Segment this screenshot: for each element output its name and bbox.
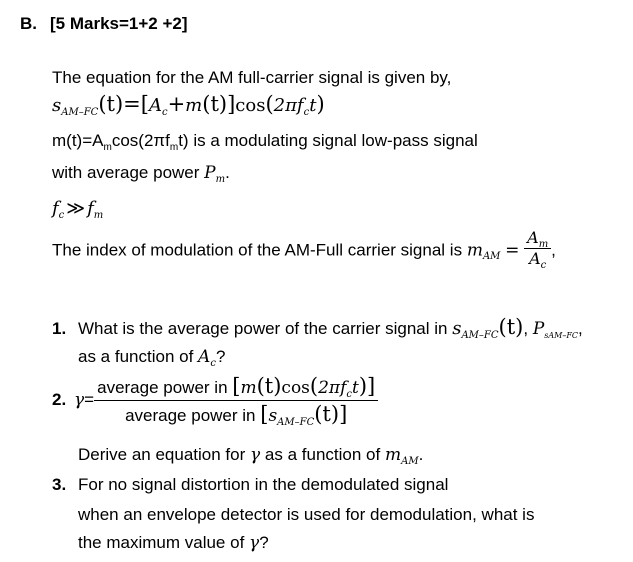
question-1-line-1 (52, 315, 583, 339)
q2-derive-text-b: as a function of (264, 445, 381, 464)
question-3-line-1 (52, 475, 448, 495)
question-3-text-1: For no signal distortion in the demodulated signal (78, 475, 449, 494)
eq-close-bracket: ] (227, 92, 236, 116)
q2-den-lbr: [ (260, 401, 269, 426)
q2-derive-m: m (384, 445, 402, 465)
q2-num-m: m (240, 378, 257, 398)
eq-t-var: t (309, 95, 317, 116)
avg-power-P: P (204, 163, 216, 183)
question-1-text-b: as a function of (78, 347, 194, 366)
index-comma: , (551, 240, 556, 260)
index-num (524, 229, 551, 249)
q2-gamma: γ (74, 390, 85, 411)
index-line (52, 228, 556, 272)
gg-symbol: ≫ (66, 198, 86, 219)
section-label: B. (20, 14, 37, 33)
question-2-derive (78, 445, 423, 465)
q2-num-lbr: [ (232, 374, 241, 398)
eq-A: A (148, 95, 162, 116)
avg-power-line (52, 163, 230, 183)
index-den-sub: c (540, 260, 547, 272)
index-sub-am: AM (482, 251, 501, 263)
marks-label: [5 Marks=1+2 +2] (50, 14, 188, 33)
eq-s: s (52, 95, 62, 116)
section-heading (20, 14, 188, 34)
index-text: The index of modulation of the AM-Full carrier signal is (52, 240, 463, 260)
index-den-A: A (529, 249, 541, 269)
q2-num-cos: cos (281, 378, 310, 398)
q2-num-2pif: 2πf (318, 378, 347, 398)
index-eq: = (505, 240, 520, 261)
avg-power-period: . (225, 163, 230, 182)
eq-cos: cos (235, 95, 266, 116)
fc-f: f (52, 198, 59, 219)
fc-sub-c: c (58, 210, 65, 221)
question-1-text-a: What is the average power of the carrier signal in (78, 319, 448, 338)
question-3-line-3 (78, 533, 269, 553)
q1-sub-amfc: AM–FC (461, 330, 499, 341)
q2-den-s: s (268, 405, 278, 426)
q1-P-sub: sAM–FC (544, 331, 579, 340)
question-2-number: 2. (52, 390, 67, 410)
eq-sub-amfc: AM–FC (61, 107, 99, 118)
q2-den (94, 401, 378, 427)
q2-derive-gamma: γ (250, 445, 261, 465)
question-2-formula (52, 374, 378, 426)
q2-num-open: ( (309, 374, 319, 398)
q1-comma: , (523, 319, 529, 338)
eq-sub-c: c (161, 107, 168, 118)
q1-A: A (198, 347, 211, 367)
q2-num-t: (t) (256, 374, 282, 398)
q2-derive-period: . (418, 445, 424, 464)
avg-power-text: with average power (52, 163, 200, 182)
eq-plus: + (167, 92, 186, 116)
eq-cos-open: ( (265, 92, 274, 116)
intro-line-1: The equation for the AM full-carrier signal is given by, (52, 68, 452, 87)
eq-t2: (t) (202, 92, 228, 116)
q2-den-rbr: ] (339, 401, 348, 426)
index-den (524, 249, 551, 272)
question-3-number: 3. (52, 475, 67, 494)
eq-2pif: 2πf (273, 95, 304, 116)
mt-cos: cos(2πf (111, 131, 170, 150)
q2-eq: = (84, 390, 95, 410)
q1-t: (t) (498, 315, 524, 339)
q3-gamma: γ (249, 533, 260, 553)
q2-den-t: (t) (314, 401, 340, 426)
mt-text: is a modulating signal low-pass signal (193, 131, 478, 150)
q2-den-sub: AM–FC (277, 416, 315, 428)
index-num-A: A (527, 228, 539, 247)
mt-close: t) (178, 131, 189, 150)
q2-num-sub-c: c (346, 389, 352, 400)
avg-power-sub-m: m (215, 174, 226, 185)
eq-open-bracket: [ (140, 92, 149, 116)
fm-f: f (87, 198, 94, 219)
question-1-line-2 (78, 347, 225, 367)
q1-comma-2: , (578, 319, 583, 338)
q2-num (94, 374, 378, 401)
eq-cos-close: ) (316, 92, 325, 116)
q2-num-tvar: t (352, 378, 359, 398)
q2-den-text: average power in (125, 405, 256, 425)
q1-A-sub: c (210, 358, 216, 369)
q2-derive-sub: AM (401, 456, 419, 467)
eq-sub-c2: c (303, 107, 310, 118)
q1-P: P (532, 319, 545, 339)
eq-m: m (185, 95, 203, 116)
mt-sub-m2: m (169, 142, 179, 153)
mt-sub-m: m (103, 142, 112, 153)
q2-num-rbr: ] (367, 374, 376, 398)
q1-qmark: ? (215, 347, 226, 366)
index-num-sub: m (538, 239, 549, 250)
modulating-line (52, 131, 478, 151)
eq-t: (t) (98, 92, 124, 116)
question-3-line-2: when an envelope detector is used for demodulation, what is (78, 505, 535, 524)
fc-gg-fm (52, 198, 103, 219)
index-fraction (524, 228, 551, 272)
q2-derive-text: Derive an equation for (78, 445, 246, 464)
mt-eq: m(t)=A (52, 131, 104, 150)
fm-sub-m: m (93, 210, 104, 221)
question-1-number: 1. (52, 319, 67, 338)
question-3-text-3: the maximum value of (78, 533, 245, 552)
q2-num-close: ) (358, 374, 368, 398)
am-fc-equation (52, 92, 325, 116)
q2-fraction (94, 374, 378, 426)
eq-equals: = (123, 92, 141, 116)
index-m: m (466, 240, 483, 261)
q1-s: s (452, 318, 462, 339)
q3-qmark: ? (259, 533, 269, 552)
q2-num-text: average power in (97, 378, 228, 397)
